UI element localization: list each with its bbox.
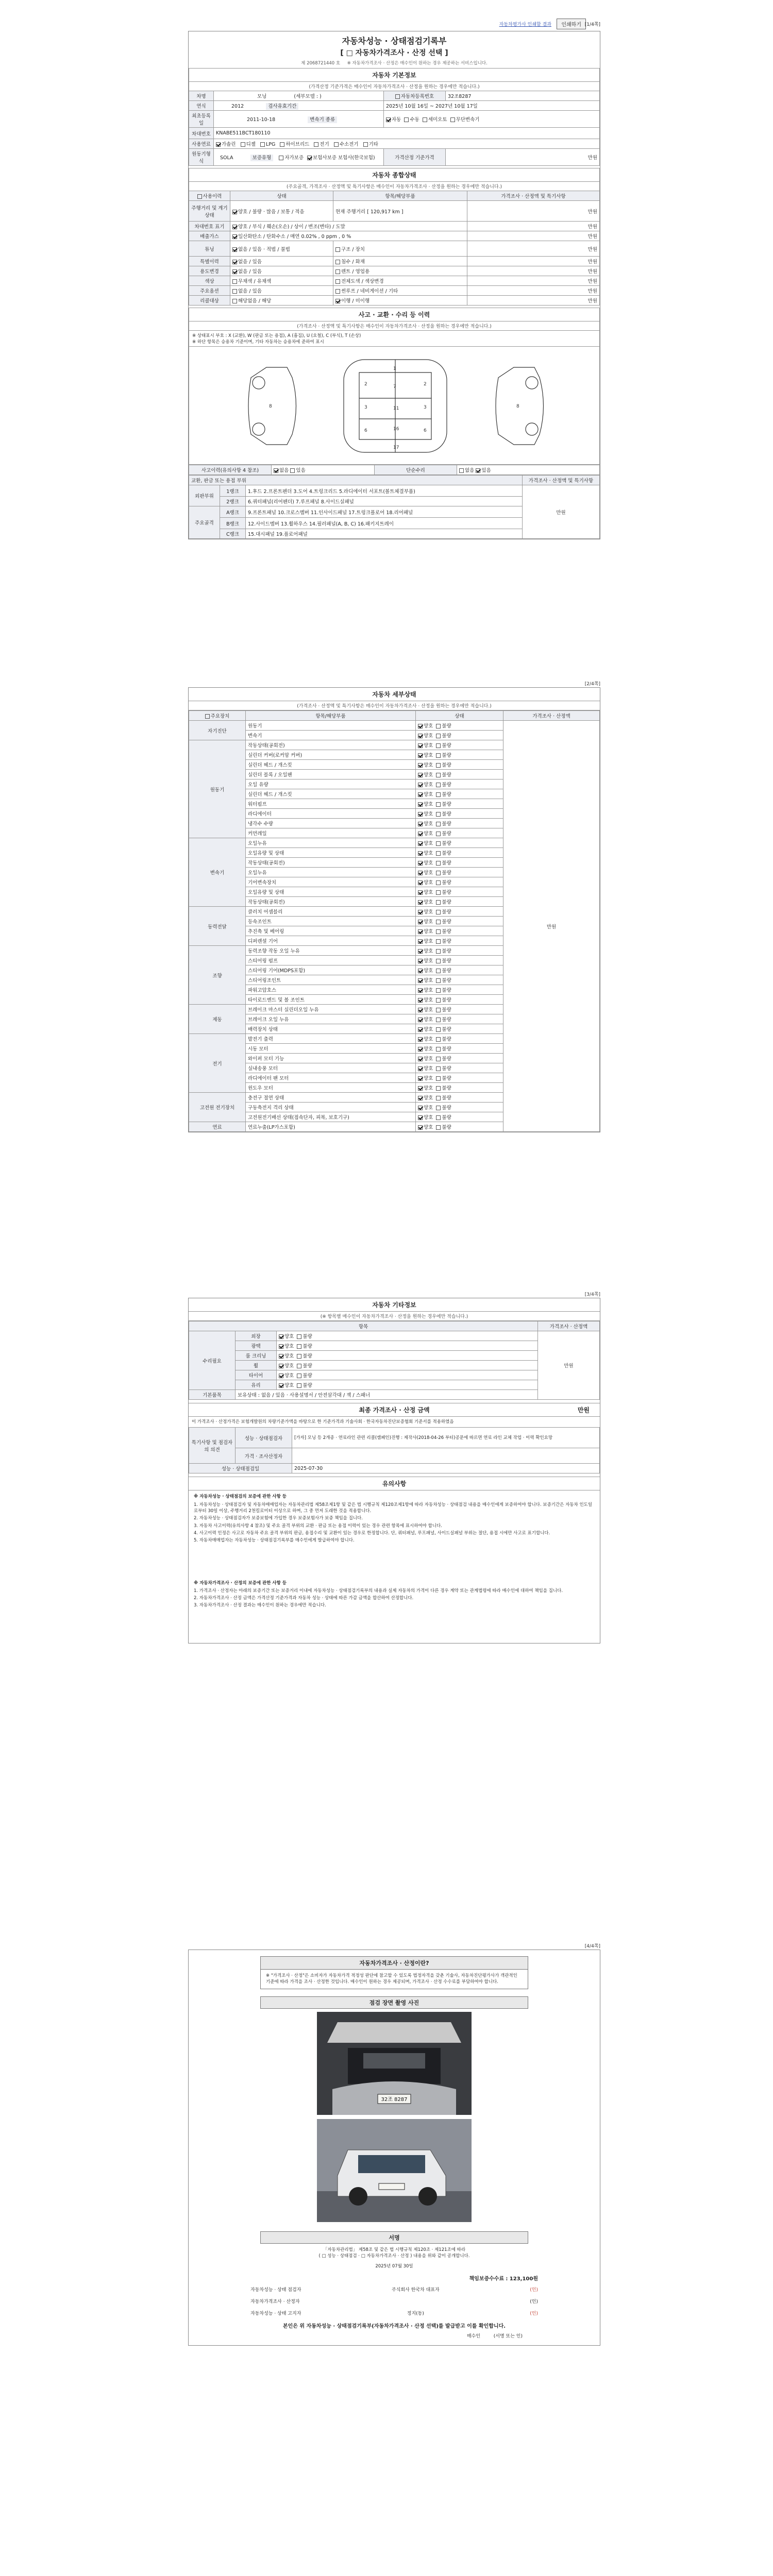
detail-row: 고전원 전기장치 충전구 절연 상태 양호 불량 [189, 1093, 600, 1103]
state-row: 색상 무채색 / 유채색 전체도색 / 색상변경 만원 [189, 276, 600, 286]
detail-row: 작동상태(공회전) 양호 불량 [189, 897, 600, 907]
document-title: 자동차성능 · 상태점검기록부 [342, 36, 447, 46]
status-bad-checkbox[interactable] [436, 900, 441, 905]
detail-row: 스티어링 펌프 양호 불량 [189, 956, 600, 965]
status-good-checkbox[interactable] [418, 832, 423, 836]
final-note: 이 가격조사 · 산정가격은 보험개발원의 차량기준가액을 바탕으로 한 기준가격과 기술사회 · 한국자동차진단보증협회 기준서를 적용하였음 [189, 1416, 600, 1427]
status-good-checkbox[interactable] [418, 812, 423, 817]
year: 2012 [231, 104, 244, 109]
page-3 [188, 1291, 600, 1643]
status-bad-checkbox[interactable] [436, 753, 441, 758]
fuel-hybrid-checkbox[interactable] [280, 142, 284, 147]
state-row: 용도변경 없음 / 있음 렌트 / 영업용 만원 [189, 266, 600, 276]
state-row: 튜닝 없음 / 있음 · 적법 / 불법 구조 / 장치 만원 [189, 241, 600, 257]
status-bad-checkbox[interactable] [436, 871, 441, 875]
state-row: 배출가스 일산화탄소 / 탄화수소 / 매연 0.02% , 0 ppm , 0 % 만원 [189, 231, 600, 241]
status-bad-checkbox[interactable] [436, 773, 441, 777]
accident-none-checkbox[interactable] [274, 468, 278, 473]
detail-row: 오일누유 양호 불량 [189, 868, 600, 877]
status-bad-checkbox[interactable] [436, 949, 441, 954]
status-bad-checkbox[interactable] [436, 939, 441, 944]
svg-text:1: 1 [393, 366, 396, 371]
state-row: 주요옵션 없음 / 있음 썬루프 / 네비게이션 / 기타 만원 [189, 286, 600, 296]
status-good-checkbox[interactable] [418, 910, 423, 914]
sign-date: 2025년 07월 30일 [375, 2264, 413, 2269]
other-bad-checkbox[interactable] [297, 1383, 301, 1388]
vin-label: 차대번호 [189, 128, 214, 139]
status-good-checkbox[interactable] [418, 1008, 423, 1012]
insurer-warranty-checkbox[interactable] [307, 156, 312, 160]
status-bad-checkbox[interactable] [436, 1057, 441, 1061]
status-bad-checkbox[interactable] [436, 880, 441, 885]
fee-amount: : 123,100원 [506, 2276, 538, 2282]
final-price-title: 최종 가격조사 · 산정 금액 만원 [189, 1403, 600, 1416]
status-bad-checkbox[interactable] [436, 861, 441, 866]
basic-info-title: 자동차 기본정보 [189, 68, 600, 81]
car-name-detail: (세부모델 : ) [294, 94, 322, 99]
license-plate-text: 32조 8287 [381, 2096, 408, 2103]
status-good-checkbox[interactable] [418, 1086, 423, 1091]
status-good-checkbox[interactable] [418, 1057, 423, 1061]
fuel-hydrogen-checkbox[interactable] [334, 142, 339, 147]
detail-row: 라디에이터 팬 모터 양호 불량 [189, 1073, 600, 1083]
basic-info-table: 차명 모닝 (세부모델 : ) 자동차등록번호 32조8287 연식 2012 검사유효기간 2025년 10월 16일 ~ 2027년 10월 17일 최초등록일 2011-10-18 변속기 종류 자동 수동 세미오토 무단변속기 차대번호 KNABE511BCT180110 사용연료 가솔린 디젤 LPG 하이브리드 전기 수소전기 기타 원동기형식 SOLA 보증유형 자가보증 보험사보증 보험사(한국보험) 가격산정 기준가격 만원 [189, 91, 600, 166]
detail-row: 디퍼렌셜 기어 양호 불량 [189, 936, 600, 946]
reg-no-label: 자동차등록번호 [400, 94, 434, 99]
status-bad-checkbox[interactable] [436, 1037, 441, 1042]
detail-row: 오일유량 및 상태 양호 불량 [189, 887, 600, 897]
car-outline-diagram [189, 347, 600, 465]
other-info-row: 수리필요 외장 양호 불량 만원 [189, 1331, 600, 1341]
engine-photo [317, 2012, 472, 2115]
price-banner-text: ※ "가격조사 · 산정"은 소비자가 자동차가격 적정성 판단에 참고할 수 있도록 법정자격을 갖춘 기술사, 자동차진단평가사가 객관적인 기준에 따라 가격을 조사 · 산정한 것입니다. 매수인이 원하는 경우 제공되며, 가격조사 · 산정 수수료를 부담하여야 합니다. [266, 1973, 517, 1985]
fuel-other-checkbox[interactable] [363, 142, 368, 147]
status-bad-checkbox[interactable] [436, 978, 441, 983]
state-title: 자동차 종합상태 [189, 168, 600, 181]
other-info-sub: (※ 항목별 매수인이 자동차가격조사 · 산정을 원하는 경우에만 적습니다.) [189, 1312, 600, 1321]
detail-row: 라디에이터 양호 불량 [189, 809, 600, 819]
status-bad-checkbox[interactable] [436, 841, 441, 846]
status-bad-checkbox[interactable] [436, 1047, 441, 1052]
page-4 [188, 1942, 600, 2346]
document-subtitle: [ □ 자동차가격조사 · 산정 선택 ] [340, 49, 448, 57]
signer-seal: (인) [530, 2311, 538, 2316]
special-table: 특기사항 및 점검자의 의견 성능 · 상태점검자 [가자] 모닝 등 2개종 · 연료라인 관련 리콜(캠페인)진행 : 제작사(2018-04-26 부터)공문에 따르면 연료 라인 교체 작업 · 이력 확인요망 가격 · 조사산정자 성능 · 상태점검일 2025-07-30 [189, 1427, 600, 1473]
final-price-unit: 만원 [577, 1406, 590, 1414]
svg-text:8: 8 [269, 404, 272, 409]
frame-price-label: 가격조사 · 산정액 및 특기사항 [523, 476, 600, 485]
detail-row: 브레이크 오일 누유 양호 불량 [189, 1014, 600, 1024]
accident-sub: (가격조사 · 산정액 및 특기사항은 매수인이 자동차가격조사 · 산정을 원하는 경우에만 적습니다.) [189, 321, 600, 330]
accident-title: 사고 · 교환 · 수리 등 이력 [189, 308, 600, 321]
status-good-checkbox[interactable] [418, 841, 423, 846]
detail-row: 제동 브레이크 마스터 실린더오일 누유 양호 불량 [189, 1005, 600, 1014]
detail-row: 구동축전지 격리 상태 양호 불량 [189, 1103, 600, 1112]
page-4-sheet [188, 1950, 600, 2346]
status-bad-checkbox[interactable] [436, 743, 441, 748]
status-good-checkbox[interactable] [418, 949, 423, 954]
status-good-checkbox[interactable] [418, 929, 423, 934]
status-good-checkbox[interactable] [418, 753, 423, 758]
status-bad-checkbox[interactable] [436, 929, 441, 934]
car-name-label: 차명 [189, 91, 214, 101]
detail-row: 작동상태(공회전) 양호 불량 [189, 858, 600, 868]
reg-no: 32조8287 [448, 94, 472, 99]
fuel-label: 사용연료 [189, 139, 214, 149]
page-2 [188, 680, 600, 1132]
detail-row: 기어변속장치 양호 불량 [189, 877, 600, 887]
other-good-checkbox[interactable] [279, 1334, 283, 1339]
detail-row: 배력장치 상태 양호 불량 [189, 1024, 600, 1034]
svg-text:3: 3 [424, 405, 427, 410]
status-good-checkbox[interactable] [418, 734, 423, 738]
photo-title: 점검 장면 촬영 사진 [260, 1996, 528, 2009]
other-info-table: 항목 가격조사 · 산정액 수리필요 외장 양호 불량 만원 광택 양호 불량 룸 크리닝 양호 불량 휠 양호 불량 타이어 양호 불량 유리 양호 불량 기본품목 보유상태 : 없음 / 있음 · 사용설명서 / 안전삼각대 / 잭 / 스패너 [189, 1321, 600, 1400]
basic-info-sub: (가격산정 기준가격은 매수인이 자동차가격조사 · 산정을 원하는 경우에만 적습니다.) [189, 81, 600, 91]
status-good-checkbox[interactable] [418, 959, 423, 963]
signer-row: 자동차가격조사 · 산정자 (인) [250, 2298, 538, 2304]
other-info-row: 휠 양호 불량 [189, 1361, 600, 1370]
repair-none-checkbox[interactable] [459, 468, 464, 473]
detail-row: 오일유량 및 상태 양호 불량 [189, 848, 600, 858]
svg-text:17: 17 [393, 445, 399, 450]
detail-row: 와이퍼 모터 기능 양호 불량 [189, 1054, 600, 1063]
signer-seal: (인) [530, 2299, 538, 2304]
other-info-row: 유리 양호 불량 [189, 1380, 600, 1390]
page-1 [188, 31, 600, 539]
state-row: 특별이력 없음 / 있음 침수 / 화재 만원 [189, 257, 600, 266]
page-1-sheet [188, 31, 600, 539]
status-bad-checkbox[interactable] [436, 1115, 441, 1120]
other-good-checkbox[interactable] [279, 1374, 283, 1378]
status-good-checkbox[interactable] [418, 978, 423, 983]
detail-row: 시동 모터 양호 불량 [189, 1044, 600, 1054]
trans-manual-checkbox[interactable] [404, 117, 409, 122]
status-bad-checkbox[interactable] [436, 1076, 441, 1081]
price-basis-unit: 만원 [587, 155, 597, 161]
status-bad-checkbox[interactable] [436, 812, 441, 817]
detail-row: 조향 동력조향 작동 오일 누유 양호 불량 [189, 946, 600, 956]
sign-law-text-2: ( □ 성능 · 상태점검 · □ 자동차가격조사 · 산정 ) 내용을 위와 같이 공개합니다. [318, 2253, 470, 2259]
trans-options: 자동 수동 세미오토 무단변속기 [384, 111, 600, 128]
fuel-gasoline-checkbox[interactable] [216, 142, 221, 147]
first-reg-date: 2011-10-18 [247, 117, 276, 123]
detail-row: 스티어링조인트 양호 불량 [189, 975, 600, 985]
status-bad-checkbox[interactable] [436, 734, 441, 738]
other-info-row: 룸 크리닝 양호 불량 [189, 1351, 600, 1361]
detail-row: 오일 유량 양호 불량 [189, 779, 600, 789]
status-bad-checkbox[interactable] [436, 851, 441, 856]
status-good-checkbox[interactable] [418, 792, 423, 797]
detail-row: 연료 연료누출(LP가스포함) 양호 불량 [189, 1122, 600, 1132]
notes-body: ※ 자동차성능 · 상태점검의 보증에 관한 사항 등 1. 자동차성능 · 상태점검자 및 자동차매매업자는 자동차관리법 제58조제1항 및 같은 법 시행규칙 제120조제1항에 따라 자동차성능 · 상태점검 내용을 매수인에게 보증하여야 합니다. 보증기간은 자동차 인도일로부터 30일 이상, 주행거리 2천킬로미터 이상으로 하며, 그 중 먼저 도래한 것을 적용합니다. 2. 자동차성능 · 상태점검자가 보증보험에 가입한 경우 보증보험사가 보증 책임을 집니다. 3. 자동차 사고이력(유의사항 4 참조) 및 주요 골격 부위의 교환 · 판금 또는 용접 이력이 있는 경우 관련 항목에 표시하여야 합니다. 4. 사고이력 인정은 사고로 자동차 주요 골격 부위의 판금, 용접수리 및 교환이 있는 경우로 한정합니다. 단, 쿼터패널, 루프패널, 사이드실패널 부위는 절단, 용접 시에만 사고로 표기합니다. 5. 자동차매매업자는 자동차성능 · 상태점검기록부를 매수인에게 발급하여야 합니다. ※ 자동차가격조사 · 산정의 보증에 관한 사항 등 1. 가격조사 · 산정자는 아래의 보증기간 또는 보증거리 이내에 자동차성능 · 상태점검기록부의 내용과 실제 자동차의 가격이 다른 경우 계약 또는 관계법령에 따라 매수인에 대하여 책임을 집니다. 2. 자동차가격조사 · 산정 금액은 가격산정 기준가격과 자동차 성능 · 상태에 따른 가감 금액을 합산하여 산정합니다. 3. 자동차가격조사 · 산정 결과는 매수인이 원하는 경우에만 적습니다. [189, 1490, 600, 1642]
car-diagram [189, 346, 600, 465]
status-good-checkbox[interactable] [418, 773, 423, 777]
status-bad-checkbox[interactable] [436, 822, 441, 826]
status-good-checkbox[interactable] [418, 1096, 423, 1100]
self-warranty-checkbox[interactable] [279, 156, 283, 160]
page-number: [1/4쪽] [584, 22, 600, 27]
status-good-checkbox[interactable] [418, 851, 423, 856]
status-good-checkbox[interactable] [418, 783, 423, 787]
signers [250, 2286, 538, 2316]
detail-row: 윈도우 모터 양호 불량 [189, 1083, 600, 1093]
motor-label: 원동기형식 [189, 149, 214, 166]
status-good-checkbox[interactable] [418, 939, 423, 944]
svg-text:2: 2 [424, 382, 427, 387]
notes-title: 유의사항 [189, 1477, 600, 1490]
status-good-checkbox[interactable] [418, 1106, 423, 1110]
detail-row: 변속기 오일누유 양호 불량 [189, 838, 600, 848]
state-row: 주행거리 및 계기상태 양호 / 불량 · 많음 / 보통 / 적음 현재 주행거리 [ 120,917 km ] 만원 [189, 201, 600, 222]
status-good-checkbox[interactable] [418, 988, 423, 993]
trans-auto-checkbox[interactable] [386, 117, 391, 122]
sign-title: 서명 [260, 2231, 528, 2244]
svg-text:6: 6 [364, 428, 367, 433]
use-history-checkbox[interactable] [197, 194, 202, 199]
simple-repair-label: 단순수리 [406, 468, 425, 473]
fee-label: 책임보증수수료 [469, 2276, 505, 2282]
status-bad-checkbox[interactable] [436, 1008, 441, 1012]
frame-label: 교환, 판금 또는 용접 부위 [189, 476, 523, 485]
detail-table: 주요장치 항목/해당부품 상태 가격조사 · 산정액 자기진단 원동기 양호 불량 만원 변속기 양호 불량 원동기 작동상태(공회전) 양호 불량 실린더 커버(로커암 커버) 양호 불량 실린더 헤드 / 개스킷 양호 불량 실린더 블록 / 오일팬 양호 불량 오일 유량 양호 불량 실린더 헤드 / 개스킷 양호 불량 워터펌프 양호 불량 라디에이터 양호 불량 냉각수 수량 양호 불량 커먼레일 양호 불량 변속기 오일누유 양호 불량 오일유량 및 상태 양호 불량 작동상태(공회전) 양호 불량 오일누유 양호 불량 기어변속장치 양호 불량 오일유량 및 상태 양호 불량 작동상태(공회전) 양호 불량 동력전달 클러치 어셈블리 양호 불량 등속조인트 양호 불량 추진축 및 베어링 양호 불량 디퍼렌셜 기어 양호 불량 조향 동력조향 작동 오일 누유 양호 불량 스티어링 펌프 양호 불량 스티어링 기어(MDPS포함) 양호 불량 스티어링조인트 양호 불량 파워고압호스 양호 불량 타이로드엔드 및 볼 조인트 양호 불량 제동 브레이크 마스터 실린더오일 누유 양호 불량 브레이크 오일 누유 양호 불량 배력장치 상태 양호 불량 전기 발전기 출력 양호 불량 시동 모터 양호 불량 와이퍼 모터 기능 양호 불량 실내송풍 모터 양호 불량 라디에이터 팬 모터 양호 불량 윈도우 모터 양호 불량 고전원 전기장치 충전구 절연 상태 양호 불량 구동축전지 격리 상태 양호 불량 고전원전기배선 상태(접속단자, 피복, 보호기구) 양호 불량 연료 연료누출(LP가스포함) 양호 불량 [189, 710, 600, 1132]
status-good-checkbox[interactable] [418, 743, 423, 748]
detail-row: 실내송풍 모터 양호 불량 [189, 1063, 600, 1073]
status-good-checkbox[interactable] [418, 861, 423, 866]
status-good-checkbox[interactable] [418, 871, 423, 875]
detail-row: 원동기 작동상태(공회전) 양호 불량 [189, 740, 600, 750]
status-bad-checkbox[interactable] [436, 792, 441, 797]
detail-row: 등속조인트 양호 불량 [189, 917, 600, 926]
status-good-checkbox[interactable] [418, 920, 423, 924]
status-good-checkbox[interactable] [418, 1066, 423, 1071]
detail-title: 자동차 세부상태 [189, 688, 600, 701]
signer-row: 자동차성능 · 상태 고지자 정지(동) (인) [250, 2310, 538, 2316]
footer-confirm: 본인은 위 자동차성능 · 상태점검기록부(자동차가격조사 · 산정 선택)를 발급받고 이를 확인합니다. [282, 2323, 506, 2329]
fuel-diesel-checkbox[interactable] [241, 142, 245, 147]
other-bad-checkbox[interactable] [297, 1334, 301, 1339]
status-bad-checkbox[interactable] [436, 959, 441, 963]
status-good-checkbox[interactable] [418, 900, 423, 905]
status-good-checkbox[interactable] [418, 1037, 423, 1042]
sign-law-text: 「자동차관리법」 제58조 및 같은 법 시행규칙 제120조 · 제121조에 따라 [323, 2247, 466, 2252]
detail-row: 스티어링 기어(MDPS포함) 양호 불량 [189, 965, 600, 975]
trans-semi-checkbox[interactable] [423, 117, 427, 122]
accident-legend: ※ 상태표시 부호 : X (교환), W (판금 또는 용접), A (흠집), U (요철), C (부식), T (손상) ※ 하단 항목은 승용차 기준이며, 기타 자동차는 승용차에 준하여 표시 [189, 330, 600, 346]
other-bad-checkbox[interactable] [297, 1364, 301, 1368]
status-bad-checkbox[interactable] [436, 1066, 441, 1071]
detail-row: 실린더 헤드 / 개스킷 양호 불량 [189, 789, 600, 799]
other-good-checkbox[interactable] [279, 1364, 283, 1368]
fee-row [189, 2274, 538, 2282]
other-bad-checkbox[interactable] [297, 1344, 301, 1349]
svg-text:2: 2 [364, 382, 367, 387]
accident-history-label: 사고이력(유의사항 4 참조) [201, 468, 259, 473]
status-good-checkbox[interactable] [418, 822, 423, 826]
status-good-checkbox[interactable] [418, 969, 423, 973]
state-col-item: 항목/해당부품 [333, 191, 467, 201]
status-good-checkbox[interactable] [418, 1018, 423, 1022]
inspect-period: 2025년 10월 16일 ~ 2027년 10월 17일 [386, 104, 478, 109]
warranty-label: 보증유형 [250, 155, 274, 161]
svg-text:8: 8 [516, 404, 519, 409]
footer-buyer: 매수인 (서명 또는 인) [466, 2333, 523, 2339]
vin: KNABE511BCT180110 [216, 130, 271, 136]
status-good-checkbox[interactable] [418, 1027, 423, 1032]
signer-seal: (인) [530, 2287, 538, 2293]
state-col-status: 상태 [230, 191, 333, 201]
detail-row: 고전원전기배선 상태(접속단자, 피복, 보호기구) 양호 불량 [189, 1112, 600, 1122]
trans-label: 변속기 종류 [308, 116, 337, 123]
exterior-photo [317, 2119, 472, 2222]
page-4-number: [4/4쪽] [584, 1944, 600, 1949]
detail-row: 전기 발전기 출력 양호 불량 [189, 1034, 600, 1044]
detail-row: 동력전달 클러치 어셈블리 양호 불량 [189, 907, 600, 917]
year-label: 연식 [189, 101, 214, 111]
other-info-title: 자동차 기타정보 [189, 1298, 600, 1312]
cert-note: ※ 자동차가격조사 · 산정은 매수인이 원하는 경우 제공하는 서비스입니다. [347, 61, 488, 66]
detail-row: 추진축 및 베어링 양호 불량 [189, 926, 600, 936]
page-3-sheet [188, 1298, 600, 1643]
status-bad-checkbox[interactable] [436, 988, 441, 993]
status-good-checkbox[interactable] [418, 724, 423, 728]
price-banner-title: 자동차가격조사 · 산정이란? [261, 1957, 528, 1970]
svg-text:6: 6 [424, 428, 427, 433]
other-info-row: 광택 양호 불량 [189, 1341, 600, 1351]
status-bad-checkbox[interactable] [436, 724, 441, 728]
status-bad-checkbox[interactable] [436, 910, 441, 914]
detail-sub: (가격조사 · 산정액 및 특기사항은 매수인이 자동차가격조사 · 산정을 원하는 경우에만 적습니다.) [189, 701, 600, 710]
status-bad-checkbox[interactable] [436, 920, 441, 924]
status-bad-checkbox[interactable] [436, 763, 441, 768]
svg-text:7: 7 [393, 384, 396, 389]
other-info-row: 타이어 양호 불량 [189, 1370, 600, 1380]
trans-cvt-checkbox[interactable] [450, 117, 455, 122]
accident-yes-checkbox[interactable] [290, 468, 295, 473]
detail-row: 냉각수 수량 양호 불량 [189, 819, 600, 828]
page-3-number: [3/4쪽] [584, 1292, 600, 1297]
status-bad-checkbox[interactable] [436, 1018, 441, 1022]
status-bad-checkbox[interactable] [436, 969, 441, 973]
fuel-electric-checkbox[interactable] [314, 142, 318, 147]
status-good-checkbox[interactable] [418, 998, 423, 1003]
status-bad-checkbox[interactable] [436, 1125, 441, 1130]
status-bad-checkbox[interactable] [436, 1027, 441, 1032]
status-good-checkbox[interactable] [418, 880, 423, 885]
other-good-checkbox[interactable] [279, 1354, 283, 1359]
state-table: 사용이력 상태 항목/해당부품 가격조사 · 산정액 및 특기사항 주행거리 및 계기상태 양호 / 불량 · 많음 / 보통 / 적음 현재 주행거리 [ 120,917 km ] 만원 차대번호 표기 양호 / 부식 / 훼손(오손) / 상이 / 변조(변타) / 도말 만원 배출가스 일산화탄소 / 탄화수소 / 매연 0.02% , 0 ppm , 0 % 만원 튜닝 없음 / 있음 · 적법 / 불법 구조 / 장치 만원 특별이력 없음 / 있음 침수 / 화재 만원 용도변경 없음 / 있음 렌트 / 영업용 만원 색상 무채색 / 유채색 전체도색 / 색상변경 만원 주요옵션 없음 / 있음 썬루프 / 네비게이션 / 기타 만원 리콜대상 해당없음 / 해당 이행 / 미이행 만원 [189, 191, 600, 306]
price-basis-label: 가격산정 기준가격 [384, 149, 446, 166]
top-bar [188, 19, 600, 29]
status-bad-checkbox[interactable] [436, 832, 441, 836]
svg-text:3: 3 [364, 405, 367, 410]
status-bad-checkbox[interactable] [436, 1096, 441, 1100]
status-good-checkbox[interactable] [418, 763, 423, 768]
detail-row: 타이로드엔드 및 볼 조인트 양호 불량 [189, 995, 600, 1005]
reg-no-checkbox[interactable] [395, 94, 400, 99]
fuel-options: 가솔린 디젤 LPG 하이브리드 전기 수소전기 기타 [214, 139, 600, 149]
status-bad-checkbox[interactable] [436, 783, 441, 787]
cert-number: 제 2068721440 호 [301, 61, 341, 66]
detail-row: 실린더 블록 / 오일팬 양호 불량 [189, 770, 600, 779]
status-good-checkbox[interactable] [418, 890, 423, 895]
status-bad-checkbox[interactable] [436, 998, 441, 1003]
detail-row: 변속기 양호 불량 [189, 731, 600, 740]
page-2-sheet [188, 687, 600, 1132]
basic-items-row: 기본품목 보유상태 : 없음 / 있음 · 사용설명서 / 안전삼각대 / 잭 / 스패너 [189, 1390, 600, 1400]
detail-row: 워터펌프 양호 불량 [189, 799, 600, 809]
status-bad-checkbox[interactable] [436, 890, 441, 895]
state-sub: (주요골격, 가격조사 · 산정액 및 특기사항은 매수인이 자동차가격조사 · 산정을 원하는 경우에만 적습니다.) [189, 181, 600, 191]
fuel-lpg-checkbox[interactable] [260, 142, 265, 147]
accident-table: 사고이력(유의사항 4 참조) 없음 있음 단순수리 없음 있음 [189, 465, 600, 475]
detail-row: 자기진단 원동기 양호 불량 만원 [189, 721, 600, 731]
state-col-price: 가격조사 · 산정액 및 특기사항 [467, 191, 600, 201]
print-button[interactable]: 인쇄하기 [557, 19, 586, 29]
status-bad-checkbox[interactable] [436, 1086, 441, 1091]
inspection-date: 2025-07-30 [292, 1464, 600, 1473]
page-2-number: [2/4쪽] [584, 682, 600, 687]
status-good-checkbox[interactable] [418, 1125, 423, 1130]
svg-text:16: 16 [393, 427, 399, 432]
print-result-link[interactable]: 자동차평가사 인쇄할 결과 [499, 22, 551, 27]
other-bad-checkbox[interactable] [297, 1354, 301, 1359]
other-bad-checkbox[interactable] [297, 1374, 301, 1378]
document-header [189, 31, 600, 68]
inspect-label: 검사유효기간 [266, 103, 298, 110]
status-good-checkbox[interactable] [418, 802, 423, 807]
other-good-checkbox[interactable] [279, 1344, 283, 1349]
state-row: 리콜대상 해당없음 / 해당 이행 / 미이행 만원 [189, 296, 600, 306]
status-good-checkbox[interactable] [418, 1076, 423, 1081]
status-good-checkbox[interactable] [418, 1047, 423, 1052]
detail-row: 파워고압호스 양호 불량 [189, 985, 600, 995]
detail-row: 실린더 커버(로커암 커버) 양호 불량 [189, 750, 600, 760]
state-row: 차대번호 표기 양호 / 부식 / 훼손(오손) / 상이 / 변조(변타) / 도말 만원 [189, 222, 600, 231]
signer-row: 자동차성능 · 상태 점검자 주식회사 한국차 대표자 (인) [250, 2286, 538, 2293]
first-reg-label: 최초등록일 [189, 111, 214, 128]
frame-table: 교환, 판금 또는 용접 부위 가격조사 · 산정액 및 특기사항 외판부위 1랭크 1.후드 2.프론트펜더 3.도어 4.트렁크리드 5.라디에이터 서포트(볼트체결부품) 만원 2랭크 6.쿼터패널(리어펜더) 7.루프패널 8.사이드실패널 주요골격 A랭크 9.프론트패널 10.크로스멤버 11.인사이드패널 17.트렁크플로어 18.리어패널 B랭크 12.사이드멤버 13.휠하우스 14.필러패널(A, B, C) 16.패키지트레이 C랭크 15.대시패널 19.플로어패널 [189, 475, 600, 539]
main-devices-checkbox[interactable] [205, 714, 210, 719]
status-bad-checkbox[interactable] [436, 802, 441, 807]
status-bad-checkbox[interactable] [436, 1106, 441, 1110]
repair-yes-checkbox[interactable] [476, 468, 480, 473]
other-good-checkbox[interactable] [279, 1383, 283, 1388]
status-good-checkbox[interactable] [418, 1115, 423, 1120]
detail-row: 커먼레일 양호 불량 [189, 828, 600, 838]
warranty-code: SOLA [220, 155, 233, 161]
car-name: 모닝 [257, 94, 267, 99]
price-banner [260, 1956, 528, 1989]
detail-row: 실린더 헤드 / 개스킷 양호 불량 [189, 760, 600, 770]
svg-text:11: 11 [393, 406, 399, 411]
